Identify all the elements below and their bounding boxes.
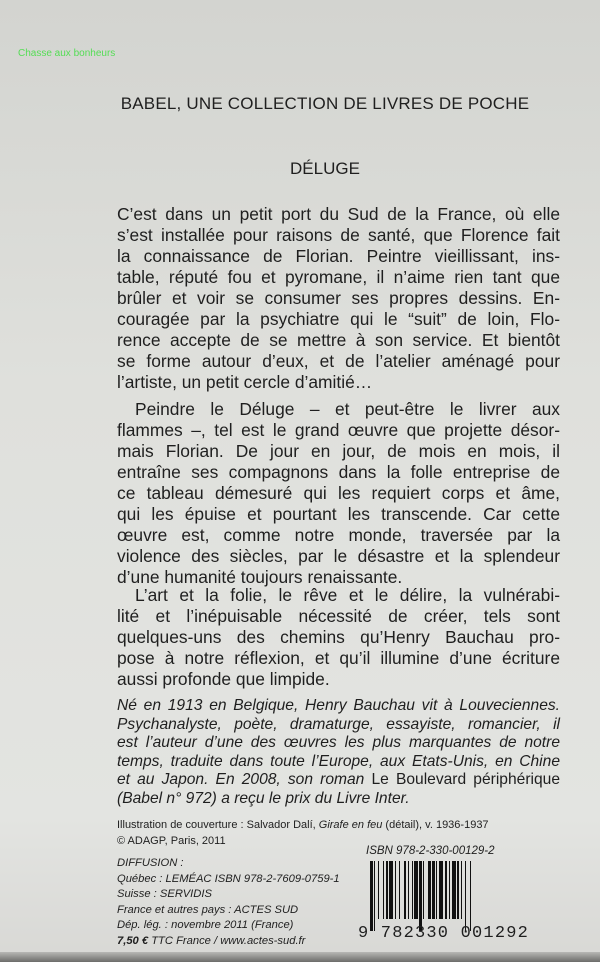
summary-line: qui les épuise et pourtant les transcende. Car cette bbox=[117, 504, 560, 524]
barcode-bars bbox=[370, 861, 563, 927]
credit-text: (détail), v. 1936-1937 bbox=[382, 819, 489, 831]
summary-paragraph-3 bbox=[117, 585, 560, 690]
diffusion-info bbox=[117, 856, 340, 950]
summary-line: pose à notre réflexion, et qu’il illumine d’une écriture bbox=[117, 648, 560, 668]
bottom-edge bbox=[0, 952, 600, 962]
collection-heading: BABEL, UNE COLLECTION DE LIVRES DE POCHE bbox=[120, 94, 530, 113]
diffusion-line: France et autres pays : ACTES SUD bbox=[117, 903, 299, 916]
summary-line: brûler et voir se consumer ses propres dessins. En- bbox=[117, 288, 560, 308]
summary-line: ce tableau démesuré qui les requiert corps et âme, bbox=[117, 483, 560, 503]
copyright: © ADAGP, Paris, 2011 bbox=[117, 835, 226, 847]
summary-line: d’une humanité toujours renaissante. bbox=[117, 567, 403, 587]
summary-line: s’est installée pour raisons de santé, que Florence fait bbox=[117, 225, 560, 245]
diffusion-line: DIFFUSION : bbox=[117, 857, 184, 869]
bio-line: temps, traduite dans toute l’Europe, aux Etats-Unis, en Chine bbox=[117, 752, 560, 770]
summary-line: l’artiste, un petit cercle d’amitié… bbox=[117, 372, 373, 392]
bio-line: Psychanalyste, poète, dramaturge, essayiste, romancier, il bbox=[117, 715, 560, 733]
summary-line: quelques-uns des chemins qu’Henry Bauchau pro- bbox=[117, 627, 560, 647]
summary-paragraph-1 bbox=[117, 204, 560, 393]
summary-line: L’art et la folie, le rêve et le délire, la vulnérabi- bbox=[135, 585, 560, 605]
summary-line: la connaissance de Florian. Peintre vieillissant, ins- bbox=[117, 246, 560, 266]
barcode-bar bbox=[470, 861, 471, 931]
bio-line: (Babel n° 972) a reçu le prix du Livre Inter. bbox=[117, 789, 410, 807]
author-bio bbox=[117, 697, 560, 808]
summary-line: mais Florian. De jour en jour, de mois en mois, il bbox=[117, 441, 560, 461]
summary-paragraph-2 bbox=[117, 399, 560, 588]
artwork-title: Girafe en feu bbox=[318, 819, 383, 831]
summary-line: flammes –, tel est le grand œuvre que projette désor- bbox=[117, 420, 560, 440]
barcode bbox=[358, 861, 564, 941]
credit-text: Illustration de couverture : Salvador Dalí, bbox=[117, 819, 319, 831]
diffusion-line: Suisse : SERVIDIS bbox=[117, 888, 212, 901]
summary-line: couragée par la psychiatre qui le “suit” de loin, Flo- bbox=[117, 309, 560, 329]
bio-line: Né en 1913 en Belgique, Henry Bauchau vit à Louveciennes. bbox=[117, 697, 560, 714]
isbn: ISBN 978-2-330-00129-2 bbox=[366, 845, 495, 857]
price-info: TTC France / www.actes-sud.fr bbox=[148, 934, 306, 947]
summary-line: Peindre le Déluge – et peut-être le livrer aux bbox=[135, 399, 560, 419]
summary-line: rence accepte de se mettre à son service. Et bientôt bbox=[117, 330, 560, 350]
summary-line: lité et l’inépuisable nécessité de créer, tels sont bbox=[117, 606, 560, 626]
summary-line: violence des siècles, par le désastre et la splendeur bbox=[117, 546, 560, 566]
bio-text: et au Japon. En 2008, son roman bbox=[117, 771, 372, 788]
bio-line: est l’auteur d’une des œuvres les plus marquantes de notre bbox=[117, 734, 560, 751]
price: 7,50 € bbox=[117, 934, 149, 947]
book-title: DÉLUGE bbox=[290, 159, 360, 178]
barcode-digits: 9 782330 001292 bbox=[358, 924, 530, 943]
diffusion-line: Dép. lég. : novembre 2011 (France) bbox=[117, 919, 294, 932]
summary-line: C’est dans un petit port du Sud de la France, où elle bbox=[117, 204, 560, 224]
bio-line bbox=[117, 771, 560, 790]
watermark: Chasse aux bonheurs bbox=[18, 48, 116, 59]
book-reference: Le Boulevard périphérique bbox=[371, 771, 560, 788]
summary-line: se forme autour d’eux, et de l’atelier aménagé pour bbox=[117, 351, 560, 371]
summary-line: œuvre est, comme notre monde, traversée par la bbox=[117, 525, 560, 545]
summary-line: table, réputé fou et pyromane, il n’aime rien tant que bbox=[117, 267, 560, 287]
summary-line: aussi profonde que limpide. bbox=[117, 669, 330, 689]
diffusion-line: Québec : LEMÉAC ISBN 978-2-7609-0759-1 bbox=[117, 872, 340, 885]
summary-line: entraîne ses compagnons dans la folle entreprise de bbox=[117, 462, 560, 482]
